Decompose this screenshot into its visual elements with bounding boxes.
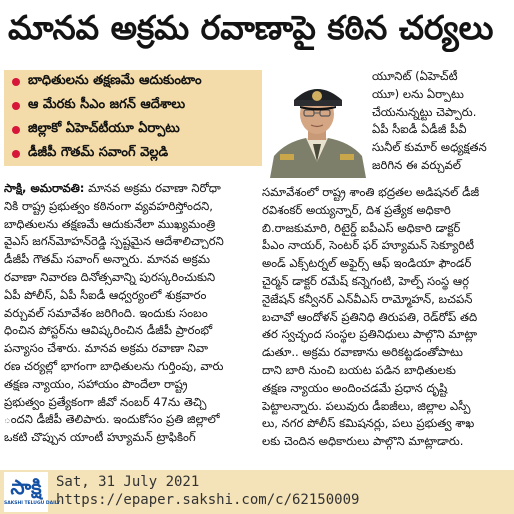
text-line: బచావో ఆందోళన్ ప్రతినిధి తిరుపతి, రెడ్‌రోప్ తది (262, 309, 478, 324)
text-line: లకు చెందిన అధికారులు పాల్గొని మాట్లాడారు. (262, 434, 464, 449)
text-line: తక్షణ న్యాయం, సహాయం పొందేలా రాష్ట్ర (4, 376, 188, 391)
text-line: పెట్టాలన్నారు. పలువురు డీఐజీలు, జిల్లాల ఎస్పీ (262, 398, 471, 413)
highlight-text: ఆ మేరకు సీఎం జగన్ ఆదేశాలు (28, 97, 186, 112)
sakshi-logo (4, 472, 61, 512)
text-line: రవాణా నివారణ దినోత్సవాన్ని పురస్కరించుకుని (4, 269, 216, 284)
left-article-column (4, 180, 256, 450)
dateline: సాక్షి, అమరావతి: (4, 181, 85, 195)
text-line-content: మానవ అక్రమ రవాణా నిరోధా (88, 181, 221, 195)
text-line (4, 180, 256, 198)
text-line: బి.రాజకుమారి, రిటైర్డ్ ఐపీఎస్ అధికారి డాక్టర్ (262, 220, 461, 235)
text-line: చైర్మన్ డాక్టర్ రమేష్ కన్నెగంటి, హెల్ప్ సంస్థ ఆర్గ (262, 273, 469, 288)
bullet-icon (12, 150, 20, 158)
text-line: డీజీపీ గౌతమ్ సవాంగ్ అన్నారు. మానవ అక్రమ (4, 252, 211, 267)
logo-text: సాక్షి (10, 475, 42, 499)
text-line: జరిగిన ఈ వర్చువల్ (372, 157, 461, 172)
text-line: సమావేశంలో రాష్ట్ర శాంతి భద్రతల అడిషనల్ డీజీ (262, 185, 480, 199)
text-line: రవిశంకర్ అయ్యన్నార్, దిశ ప్రత్యేక అధికారి (262, 202, 451, 217)
publish-date: Sat, 31 July 2021 (56, 474, 200, 490)
text-line: పన్యాసం చేశారు. మానవ అక్రమ రవాణా నివా (4, 341, 209, 356)
highlights-box (4, 70, 262, 166)
bullet-icon (12, 102, 20, 110)
text-line: డుతూ.. అక్రమ రవాణాను అరికట్టడంతోపాటు (262, 345, 463, 360)
text-line: వర్చువల్ సమావేశం జరిగింది. ఇందుకు సంబం (4, 305, 208, 320)
text-line: ఏపీ సీఐడీ ఏడీజీ పీవీ (372, 122, 467, 137)
highlight-item (4, 94, 262, 118)
article-headline: మానవ అక్రమ రవాణాపై కఠిన చర్యలు (8, 8, 494, 47)
epaper-footer (0, 470, 514, 514)
highlight-item (4, 142, 262, 166)
highlight-text: డీజీపీ గౌతమ్ సవాంగ్ వెల్లడి (28, 145, 169, 160)
text-line: యూ) లను ఏర్పాటు (372, 86, 464, 101)
text-line: ందని డీజీపీ తెలిపారు. ఇందుకోసం ప్రతి జిల్లాలో (4, 412, 220, 427)
epaper-link[interactable]: https://epaper.sakshi.com/c/62150009 (56, 492, 360, 508)
text-line: లు, నగర పోలీస్ కమిషనర్లు, పలు ప్రభుత్వ శాఖ (262, 416, 475, 431)
right-article-column (262, 184, 510, 454)
text-line: దాని బారి నుంచి బయట పడిన బాధితులకు (262, 362, 456, 377)
bullet-icon (12, 78, 20, 86)
text-line: ఏపీ పోలీస్, ఏపీ సీఐడీ ఆధ్వర్యంలో శుక్రవారం (4, 287, 207, 302)
highlight-text: బాధితులను తక్షణమే ఆదుకుంటాం (28, 73, 202, 88)
dgp-portrait-photo (266, 70, 368, 178)
text-line: తక్షణ న్యాయం అందించడమే ప్రధాన దృష్టి (262, 380, 448, 395)
text-line: బాధితులను తక్షణమే ఆదుకునేలా ముఖ్యమంత్రి (4, 216, 216, 231)
text-line: ప్రభుత్వం ప్రత్యేకంగా జీవో నంబర్ 47ను తెచ్చి (4, 394, 207, 409)
highlight-item (4, 118, 262, 142)
portrait-illustration (266, 70, 368, 178)
highlight-text: జిల్లాకో ఏహెచ్‌టీయూ ఏర్పాటు (28, 121, 180, 136)
text-line: నికి రాష్ట్ర ప్రభుత్వం కఠినంగా వ్యవహరిస్తోందని, (4, 198, 213, 213)
text-line: ధించిన పోస్టర్‌ను ఆవిష్కరించిన డీజీపీ ప్రారంభో (4, 323, 213, 338)
bullet-icon (12, 126, 20, 134)
text-line: అండ్ ఎక్స్‌టర్నల్ అఫైర్స్ ఆఫ్ ఇండియా ఫౌండర్ (262, 256, 472, 271)
text-line: నైజేషన్ కన్వీనర్ ఎన్‌వీఎస్ రామ్మోహన్, బచపన్ (262, 291, 473, 306)
logo-subtext: SAKSHI TELUGU DAILY (4, 501, 61, 506)
text-line: పీఎం నాయర్, సెంటర్ ఫర్ హ్యూమన్ సెక్యూరిటీ (262, 238, 475, 253)
right-top-column (372, 68, 510, 186)
text-line: తర స్వచ్ఛంద సంస్థల ప్రతినిధులు పాల్గొని మాట్లా (262, 327, 478, 342)
text-line: సునీల్ కుమార్ అధ్యక్షతన (372, 140, 487, 155)
text-line: ఒకటి చొప్పున యాంటీ హ్యూమన్ ట్రాఫికింగ్ (4, 430, 196, 445)
text-line: వైఎస్ జగన్‌మోహన్‌రెడ్డి స్పష్టమైన ఆదేశాలిచ్చారని (4, 234, 224, 249)
text-line: చేయనున్నట్టు చెప్పారు. (372, 104, 477, 119)
text-line: యూనిట్ (ఏహెచ్‌టీ (372, 69, 458, 83)
highlight-item (4, 70, 262, 94)
text-line: రణ చర్యల్లో భాగంగా బాధితులను గుర్తింపు, వారు (4, 358, 224, 373)
